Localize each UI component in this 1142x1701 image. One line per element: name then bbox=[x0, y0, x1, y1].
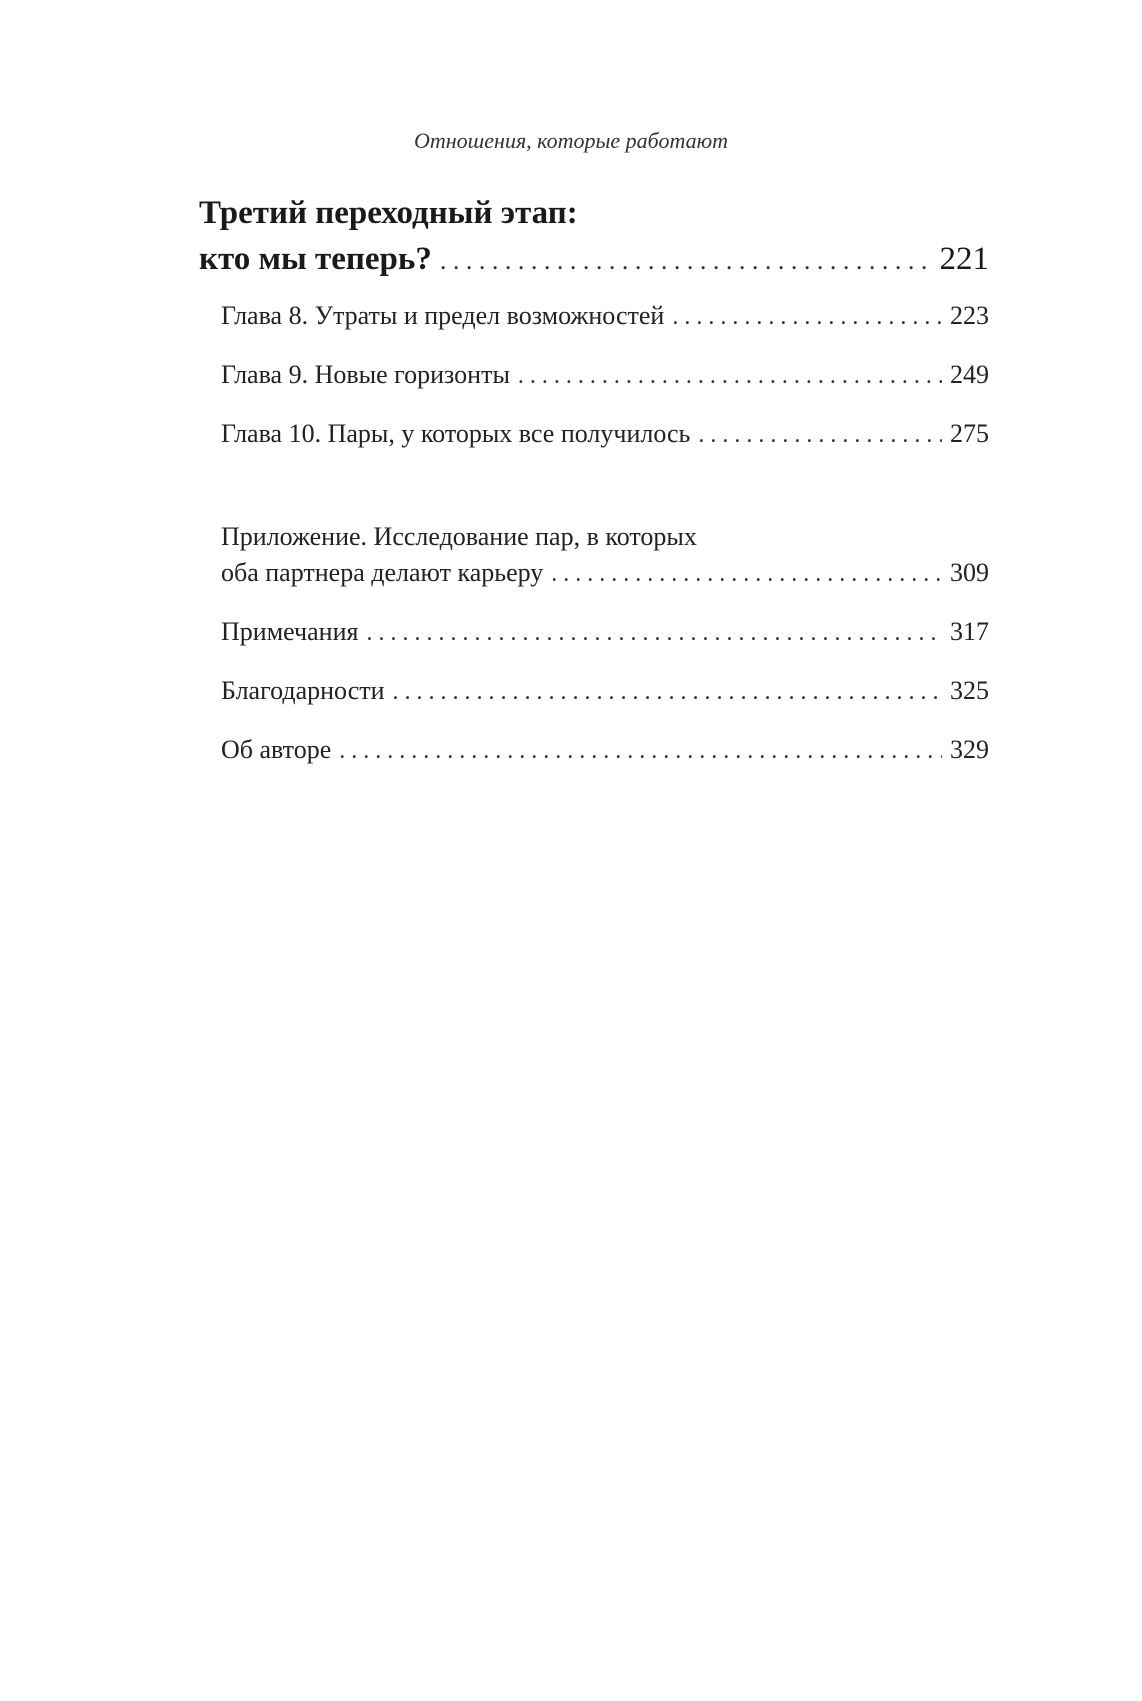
page-number: 275 bbox=[950, 419, 989, 448]
page-number: 249 bbox=[950, 360, 989, 389]
toc-entry-chapter-9[interactable] bbox=[221, 357, 989, 394]
part-heading[interactable] bbox=[199, 190, 989, 284]
toc-entry-appendix[interactable] bbox=[221, 519, 989, 592]
page-number: 317 bbox=[950, 617, 989, 646]
page-number: 329 bbox=[950, 735, 989, 764]
part-title-row bbox=[199, 236, 989, 284]
toc-entry-acknowledgements[interactable] bbox=[221, 673, 989, 710]
toc-entry-chapter-10[interactable] bbox=[221, 416, 989, 453]
page-number: 309 bbox=[950, 558, 989, 587]
running-head: Отношения, которые работают bbox=[413, 128, 729, 153]
page-number: 325 bbox=[950, 676, 989, 705]
toc-entry-about-author[interactable] bbox=[221, 732, 989, 769]
toc-entry-notes[interactable] bbox=[221, 614, 989, 651]
toc-entry-chapter-8[interactable] bbox=[221, 298, 989, 335]
entry-label: Глава 8. Утраты и предел возможностей bbox=[221, 301, 665, 330]
dot-leader bbox=[440, 238, 932, 284]
part-title-line1: Третий переходный этап: bbox=[199, 195, 578, 231]
dot-leader bbox=[698, 417, 942, 453]
entry-label-line1: Приложение. Исследование пар, в которых bbox=[221, 522, 697, 551]
dot-leader bbox=[366, 615, 942, 651]
entry-label-line2: оба партнера делают карьеру bbox=[221, 558, 544, 587]
entry-label: Глава 9. Новые горизонты bbox=[221, 360, 510, 389]
entry-row bbox=[221, 555, 989, 592]
dot-leader bbox=[518, 358, 942, 394]
dot-leader bbox=[672, 299, 942, 335]
page-number: 223 bbox=[950, 301, 989, 330]
table-of-contents bbox=[199, 190, 989, 769]
dot-leader bbox=[551, 556, 942, 592]
entry-label: Глава 10. Пары, у которых все получилось bbox=[221, 419, 691, 448]
page-number: 221 bbox=[939, 241, 989, 277]
entry-label: Благодарности bbox=[221, 676, 385, 705]
dot-leader bbox=[339, 733, 942, 769]
entry-label: Примечания bbox=[221, 617, 359, 646]
entry-label: Об авторе bbox=[221, 735, 332, 764]
dot-leader bbox=[393, 674, 942, 710]
part-title-line2: кто мы теперь? bbox=[199, 241, 432, 277]
